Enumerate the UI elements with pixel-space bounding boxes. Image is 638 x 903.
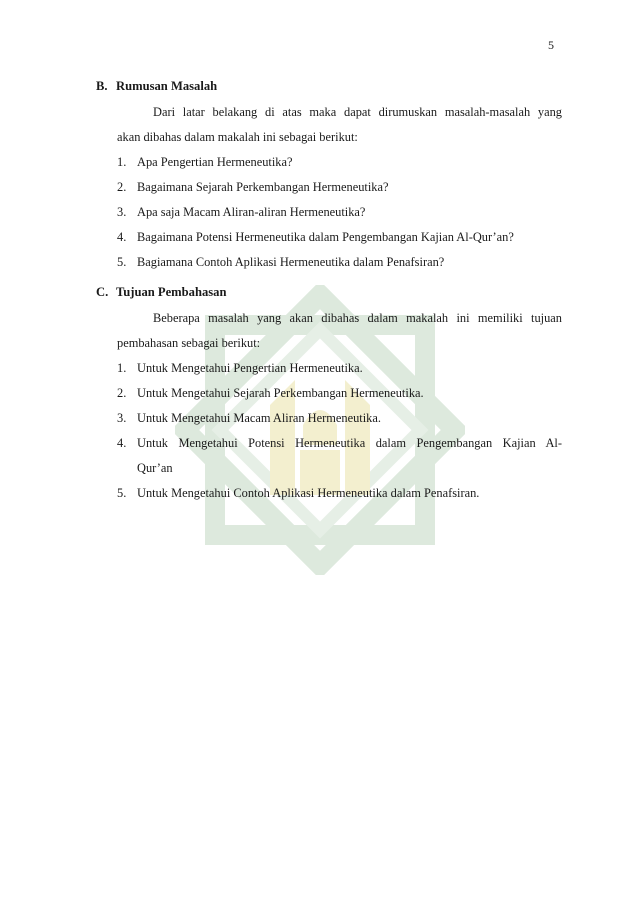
- list-item: [117, 225, 562, 250]
- list-text: Untuk Mengetahui Macam Aliran Hermeneutika.: [137, 411, 381, 425]
- list-number: 3.: [117, 205, 127, 219]
- list-item: [117, 431, 562, 481]
- section-title: Rumusan Masalah: [116, 79, 218, 93]
- section-rumusan-masalah: [96, 78, 562, 275]
- list-item: [117, 381, 562, 406]
- section-tujuan-pembahasan: [96, 284, 562, 506]
- list-text: Bagaimana Potensi Hermeneutika dalam Pengembangan Kajian Al-Qur’an?: [137, 230, 514, 244]
- list-text: Bagaimana Sejarah Perkembangan Hermeneutika?: [137, 180, 389, 194]
- list-number: 5.: [117, 486, 127, 500]
- section-heading: [96, 284, 562, 300]
- objective-list: [117, 356, 562, 506]
- page-number: 5: [548, 38, 554, 52]
- list-item: [117, 356, 562, 381]
- section-heading: [96, 78, 562, 94]
- list-text: Apa Pengertian Hermeneutika?: [137, 155, 293, 169]
- list-number: 3.: [117, 411, 127, 425]
- intro-line: pembahasan sebagai berikut:: [117, 336, 261, 350]
- list-text: Untuk Mengetahui Sejarah Perkembangan Hermeneutika.: [137, 386, 424, 400]
- list-number: 5.: [117, 255, 127, 269]
- list-number: 1.: [117, 361, 127, 375]
- list-text: Qur’an: [137, 461, 173, 475]
- problem-list: [117, 150, 562, 275]
- section-title: Tujuan Pembahasan: [116, 285, 227, 299]
- section-letter: C.: [96, 285, 109, 299]
- intro-line: akan dibahas dalam makalah ini sebagai berikut:: [117, 130, 358, 144]
- list-text: Untuk Mengetahui Potensi Hermeneutika dalam Pengembangan Kajian Al-: [137, 436, 562, 450]
- list-number: 2.: [117, 180, 127, 194]
- list-number: 1.: [117, 155, 127, 169]
- list-number: 4.: [117, 230, 127, 244]
- intro-line: Dari latar belakang di atas maka dapat dirumuskan masalah-masalah yang: [153, 105, 562, 119]
- list-text: Untuk Mengetahui Pengertian Hermeneutika.: [137, 361, 363, 375]
- list-item: [117, 150, 562, 175]
- list-item: [117, 250, 562, 275]
- list-text: Untuk Mengetahui Contoh Aplikasi Hermeneutika dalam Penafsiran.: [137, 486, 480, 500]
- list-item: [117, 200, 562, 225]
- list-text: Bagiamana Contoh Aplikasi Hermeneutika dalam Penafsiran?: [137, 255, 445, 269]
- list-number: 2.: [117, 386, 127, 400]
- list-item: [117, 406, 562, 431]
- list-item: [117, 175, 562, 200]
- section-letter: B.: [96, 79, 108, 93]
- list-item: [117, 481, 562, 506]
- intro-paragraph: [117, 100, 562, 150]
- list-number: 4.: [117, 436, 127, 450]
- intro-line: Beberapa masalah yang akan dibahas dalam makalah ini memiliki tujuan: [153, 311, 562, 325]
- intro-paragraph: [117, 306, 562, 356]
- list-text: Apa saja Macam Aliran-aliran Hermeneutika?: [137, 205, 366, 219]
